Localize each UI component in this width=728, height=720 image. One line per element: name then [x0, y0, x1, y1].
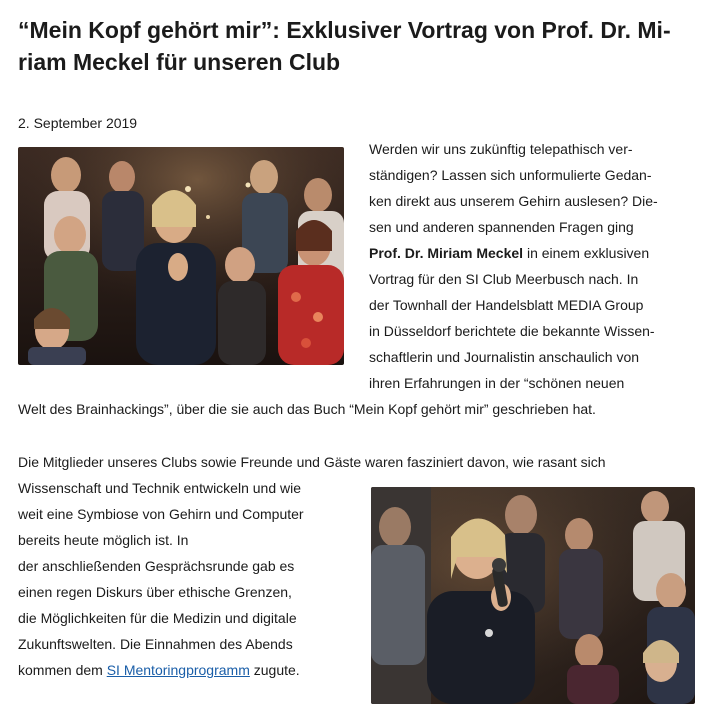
text-line: der anschließenden Gesprächsrunde gab es: [18, 558, 295, 574]
paragraph-intro-continued: [18, 396, 708, 422]
text-line: [369, 240, 699, 266]
audience-photo-image: [18, 147, 344, 365]
text-line: ständigen? Lassen sich unformulierte Gedan-: [369, 167, 652, 183]
text-line: der Townhall der Handelsblatt MEDIA Group: [369, 297, 644, 313]
audience-photo: [18, 147, 344, 365]
publish-date: 2. September 2019: [18, 115, 138, 131]
text-line: Vortrag für den SI Club Meerbusch nach. In: [369, 271, 639, 287]
text-line: weit eine Symbiose von Gehirn und Computer: [18, 506, 304, 522]
text-fragment: in einem exklusiven: [523, 245, 650, 261]
text-line: einen regen Diskurs über ethische Grenzen,: [18, 584, 292, 600]
text-line: Welt des Brainhackings”, über die sie auch das Buch “Mein Kopf gehört mir” geschrieben hat.: [18, 401, 596, 417]
text-line: Werden wir uns zukünftig telepathisch ver-: [369, 141, 633, 157]
text-line: ken direkt aus unserem Gehirn auslesen? Die-: [369, 193, 658, 209]
paragraph-summary: [18, 475, 358, 683]
text-line: Zukunftswelten. Die Einnahmen des Abends: [18, 636, 293, 652]
text-fragment: kommen dem: [18, 662, 107, 678]
article-title: [18, 14, 708, 78]
text-line: die Möglichkeiten für die Medizin und digitale: [18, 610, 297, 626]
text-fragment: zugute.: [249, 662, 300, 678]
speaker-photo-image: [371, 487, 695, 704]
text-line: Wissenschaft und Technik entwickeln und wie: [18, 480, 302, 496]
title-line: “Mein Kopf gehört mir”: Exklusiver Vortrag von Prof. Dr. Mi-: [18, 17, 671, 43]
speaker-photo: [371, 487, 695, 704]
text-line: sen und anderen spannenden Fragen ging: [369, 219, 634, 235]
text-line: ihren Erfahrungen in der “schönen neuen: [369, 375, 625, 391]
speaker-name: Prof. Dr. Miriam Meckel: [369, 245, 524, 261]
mentoring-program-link[interactable]: SI Mentoringprogramm: [106, 662, 250, 678]
text-line: in Düsseldorf berichtete die bekannte Wissen-: [369, 323, 655, 339]
text-line: Die Mitglieder unseres Clubs sowie Freunde und Gäste waren fasziniert davon, wie rasant sich: [18, 454, 606, 470]
paragraph-summary-lead: [18, 449, 708, 475]
paragraph-intro: [369, 136, 699, 396]
text-line: [18, 657, 358, 683]
text-line: schaftlerin und Journalistin anschaulich von: [369, 349, 640, 365]
title-line: riam Meckel für unseren Club: [18, 49, 341, 75]
text-line: bereits heute möglich ist. In: [18, 532, 189, 548]
